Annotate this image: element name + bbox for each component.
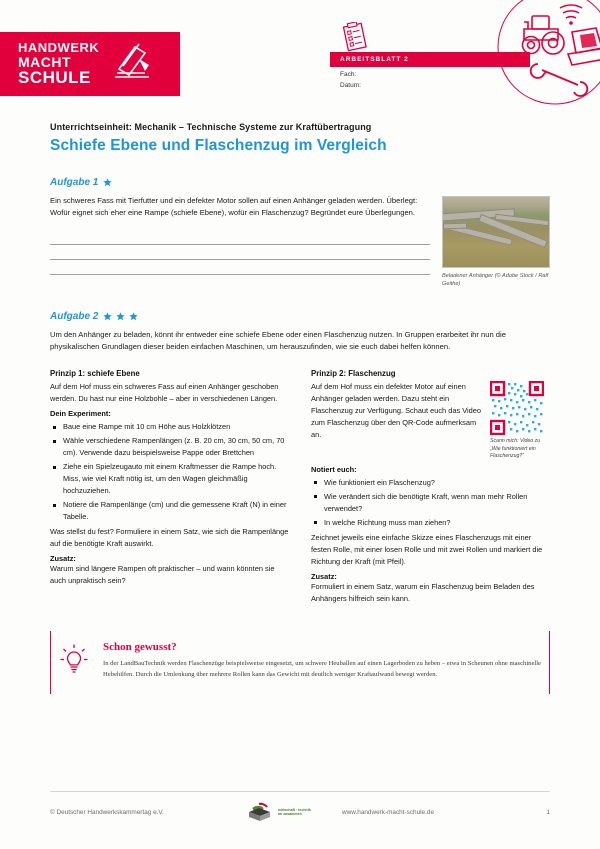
principle-2-intro-row xyxy=(311,381,550,461)
did-you-know-text: In der LandBauTechnik werden Flaschenzüge beispielsweise eingesetzt, um schwere Heuballen auf einen Lagerboden zu heben – etwa in Scheunen ohne maschinelle Hebehilfen. Durch die Umlenkung über mehrere Rollen kann das Gewicht mit deutlich weniger Kraftaufwand bewegt werden. xyxy=(103,659,541,679)
task-1-photo-col xyxy=(442,188,550,289)
partner-logo xyxy=(246,801,342,823)
principle-1-zusatz-label: Zusatz: xyxy=(50,554,76,564)
principle-2-bullets xyxy=(311,477,550,529)
footer-row xyxy=(50,801,550,823)
principle-2-intro: Auf dem Hof muss ein defekter Motor auf einen Anhänger geladen werden. Dazu steht ein Flaschenzug zur Verfügung. Schaut euch das Video zum Flaschenzug über den QR-Code aufmerksam an. xyxy=(311,382,481,440)
task-2-label: Aufgabe 2 xyxy=(50,310,99,322)
brand-logo xyxy=(0,32,180,96)
photo-caption: Beladener Anhänger (© Adobe Stock / Ralf Geithe) xyxy=(442,273,549,288)
brand-logo-line1: HANDWERK xyxy=(18,39,100,55)
principle-1-column xyxy=(50,369,289,604)
partner-logo-text xyxy=(278,808,311,817)
principle-1-bullets xyxy=(50,421,289,523)
sheet-number-band: ARBEITSBLATT 2 xyxy=(330,52,530,67)
footer-website-url[interactable]: www.handwerk-macht-schule.de xyxy=(342,808,434,816)
list-item: Notiere die Rampenlänge (cm) und die gemessene Kraft (N) in einer Tabelle. xyxy=(50,499,289,523)
qr-code-caption: Scann mich: Video zu „Wie funktioniert ein Flaschenzug?“ xyxy=(490,438,541,460)
principle-1-conclusion: Was stellst du fest? Formuliere in einem Satz, wie sich die Rampenlänge auf die benötigte Kraft auswirkt. xyxy=(50,527,289,549)
qr-code-block[interactable] xyxy=(490,381,550,461)
list-item: Baue eine Rampe mit 10 cm Höhe aus Holzklötzen xyxy=(50,421,289,433)
task-1-text-col xyxy=(50,188,430,289)
principle-1-zusatz-text: Warum sind längere Rampen oft praktischer – und wann könnten sie auch unpraktisch sein? xyxy=(50,564,275,586)
principle-2-zusatz-text: Formuliert in einem Satz, warum ein Flaschenzug beim Beladen des Anhängers hilfreich sein kann. xyxy=(311,581,535,603)
did-you-know-title: Schon gewusst? xyxy=(103,640,177,653)
footer-divider xyxy=(50,791,550,792)
task-2-difficulty-stars xyxy=(103,312,138,321)
sheet-meta xyxy=(340,70,361,91)
footer-page-number: 1 xyxy=(546,808,550,816)
list-item: Ziehe ein Spielzeugauto mit einem Kraftmesser die Rampe hoch. Miss, wie viel Kraft nötig ist, um den Wagen gleichmäßig hochzuziehen. xyxy=(50,461,289,497)
qr-code[interactable] xyxy=(490,381,544,435)
task-2-intro: Um den Anhänger zu beladen, könnt ihr entweder eine schiefe Ebene oder einen Flaschenzug nutzen. In Gruppen erarbeitet ihr nun die physikalischen Grundlagen dieser beiden einfachen Maschinen, um herauszufinden, wie sie euch dabei helfen können. xyxy=(50,329,506,352)
lightbulb-icon xyxy=(59,641,93,682)
task-1-body xyxy=(50,188,550,289)
page-title: Schiefe Ebene und Flaschenzug im Vergleich xyxy=(50,137,387,154)
brand-logo-text xyxy=(0,41,99,87)
principle-2-column xyxy=(311,369,550,604)
principle-2-heading: Prinzip 2: Flaschenzug xyxy=(311,369,396,379)
partner-logo-line1: wirtschaft · technik xyxy=(278,807,311,812)
unit-kicker: Unterrichtseinheit: Mechanik – Technische Systeme zur Kraftübertragung xyxy=(50,122,372,132)
footer-copyright: © Deutscher Handwerkskammertag e.V. xyxy=(50,808,164,816)
answer-line[interactable] xyxy=(50,260,430,275)
did-you-know-body xyxy=(103,641,541,682)
answer-line[interactable] xyxy=(50,245,430,260)
task-1-difficulty-stars xyxy=(103,178,112,187)
page-footer xyxy=(50,791,550,823)
answer-line[interactable] xyxy=(50,230,430,245)
pencil-ruler-icon xyxy=(109,39,155,90)
tech-illustration-badge xyxy=(480,0,600,127)
task-1-heading xyxy=(50,177,550,188)
page-content xyxy=(0,122,600,605)
list-item: Wie verändert sich die benötigte Kraft, wenn man mehr Rollen verwendet? xyxy=(311,491,550,515)
trailer-photo xyxy=(442,196,550,268)
field-datum-label: Datum: xyxy=(340,81,361,89)
page-header xyxy=(0,0,600,110)
list-item: Wähle verschiedene Rampenlängen (z. B. 20 cm, 30 cm, 50 cm, 70 cm). Verwende dazu beispielsweise Pappe oder Brettchen xyxy=(50,435,289,459)
principle-1-heading: Prinzip 1: schiefe Ebene xyxy=(50,369,140,379)
task-2-heading xyxy=(50,311,550,322)
did-you-know-box xyxy=(50,631,550,694)
brand-logo-line3: SCHULE xyxy=(18,68,91,88)
brand-logo-line2: MACHT xyxy=(18,53,72,70)
principle-1-intro: Auf dem Hof muss ein schweres Fass auf einen Anhänger geschoben werden. Du hast nur eine Holzbohle – aber in verschiedenen Längen. xyxy=(50,382,279,404)
principle-1-experiment-label: Dein Experiment: xyxy=(50,409,111,419)
field-fach-label: Fach: xyxy=(340,71,357,78)
list-item: In welche Richtung muss man ziehen? xyxy=(311,517,550,529)
principle-2-task-text: Zeichnet jeweils eine einfache Skizze eines Flaschenzugs mit einer festen Rolle, mit einer losen Rolle und mit zwei Rollen und markiert die Richtung der Kraft (mit Pfeil). xyxy=(311,532,543,566)
list-item: Wie funktioniert ein Flaschenzug? xyxy=(311,477,550,489)
task-1-answer-area[interactable] xyxy=(50,230,430,275)
principle-2-zusatz-label: Zusatz: xyxy=(311,571,337,581)
task-1-text: Ein schweres Fass mit Tierfutter und ein defekter Motor sollen auf einen Anhänger geladen werden. Überlegt: Wofür eignet sich eher eine Rampe (schiefe Ebene), wofür ein Flaschenzug? Begründet eure Überlegungen. xyxy=(50,196,418,218)
task-1-label: Aufgabe 1 xyxy=(50,177,99,188)
partner-logo-line2: im zusammen xyxy=(278,812,302,816)
principles-columns xyxy=(50,369,550,604)
principle-2-notes-label: Notiert euch: xyxy=(311,464,357,474)
